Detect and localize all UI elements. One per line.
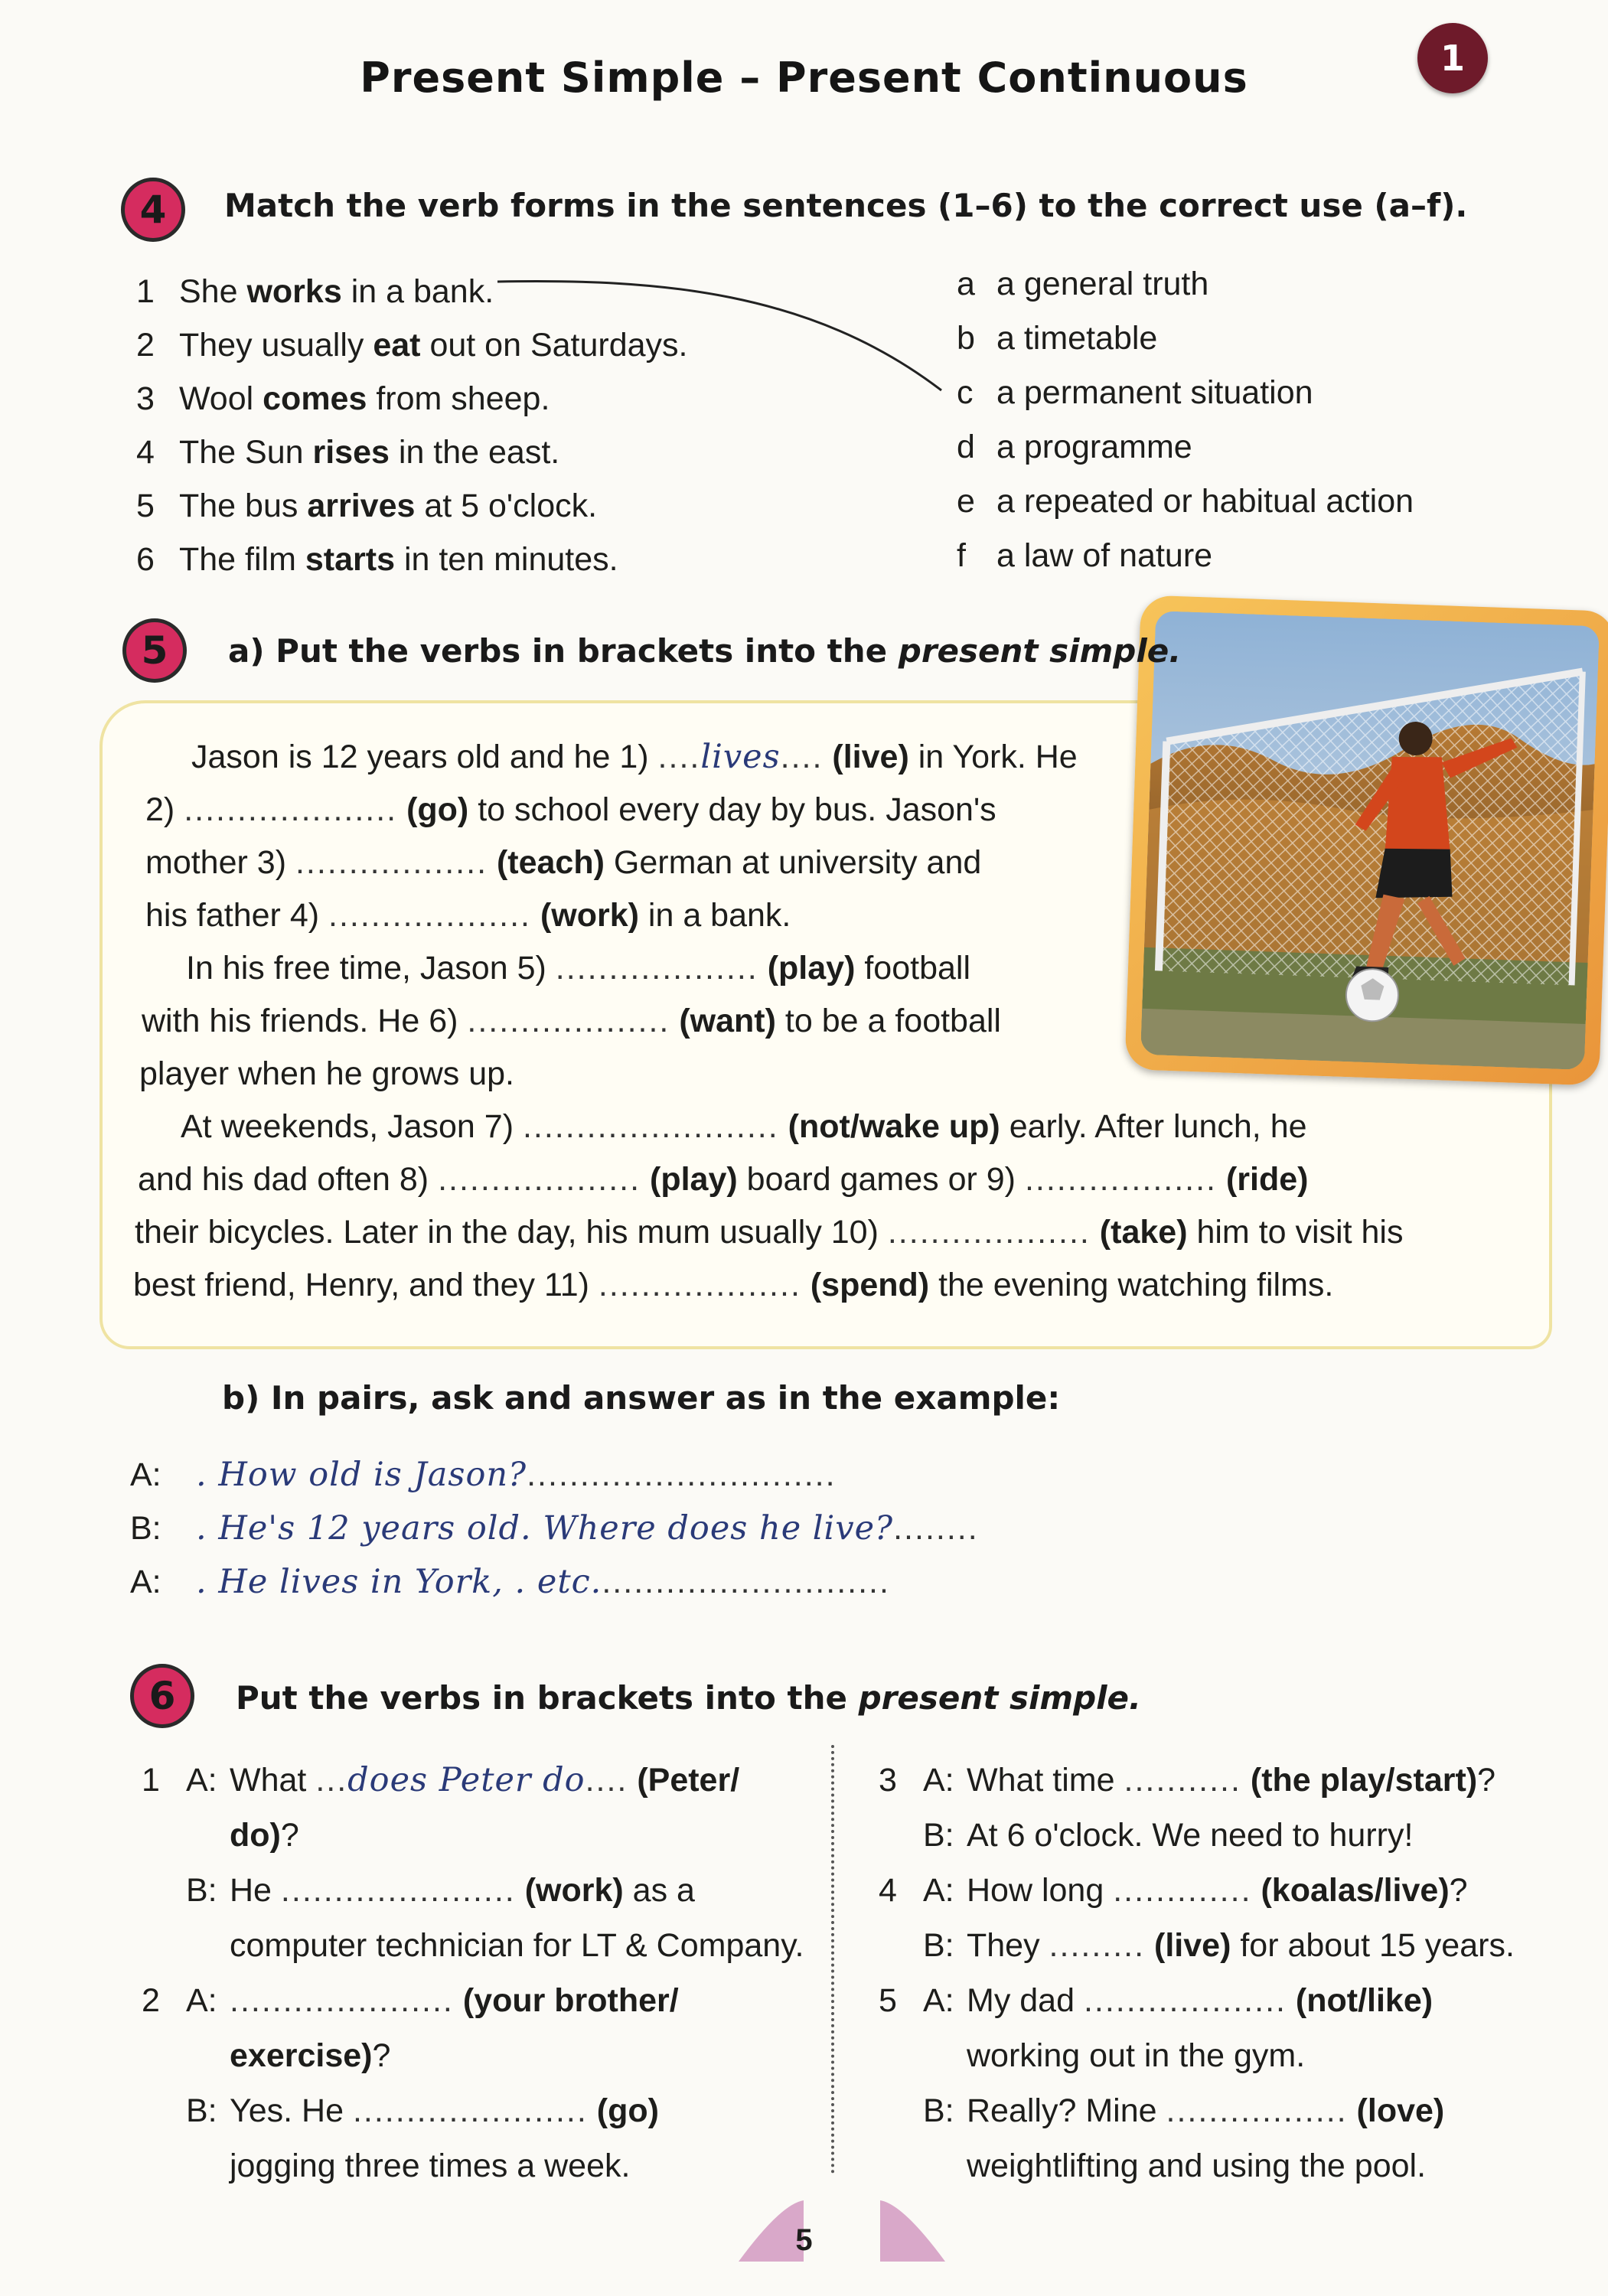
answer-blank: ................... — [1083, 1982, 1287, 2019]
verb-prompt: do) — [230, 1817, 281, 1854]
answer-blank: ................... — [328, 897, 531, 934]
item-number: 3 — [879, 1762, 897, 1799]
sentence-text: in ten minutes. — [395, 541, 618, 578]
exercise-4-heading: Match the verb forms in the sentences (1–6) to the correct use (a–f). — [224, 187, 1468, 224]
paragraph-text: in York. He — [908, 739, 1078, 775]
ex4-use-f — [957, 537, 1213, 574]
item-number: 5 — [879, 1982, 897, 2019]
sentence-verb: eat — [373, 327, 421, 364]
speaker-label: B: — [923, 2092, 954, 2129]
ex4-sentence-3 — [136, 380, 550, 417]
speaker-label: A: — [923, 1872, 954, 1909]
sentence-number: 4 — [136, 434, 155, 471]
sentence-text: from sheep. — [367, 380, 550, 417]
page-number: 5 — [795, 2223, 813, 2257]
ex4-use-e — [957, 485, 1414, 518]
example-answer-handwritten: . He lives in York, . etc. — [196, 1563, 602, 1601]
ex6-right-line-8 — [879, 2150, 1426, 2183]
answer-blank: ............. — [1113, 1872, 1252, 1909]
ex5-line-8 — [181, 1110, 1307, 1143]
ex6-right-line-2 — [879, 1819, 1413, 1852]
paragraph-text: best friend, Henry, and they 11) — [133, 1267, 599, 1303]
paragraph-text: German at university and — [604, 844, 982, 881]
ex5-line-4 — [145, 899, 791, 932]
paragraph-text: and his dad often 8) — [138, 1161, 439, 1198]
dialogue-text: At 6 o'clock. We need to hurry! — [967, 1817, 1414, 1854]
example-answer-handwritten: does Peter do — [347, 1761, 585, 1799]
answer-dots: ........................... — [602, 1564, 890, 1600]
exercise-5-badge: 5 — [122, 618, 187, 683]
ex4-use-b — [957, 322, 1157, 355]
speaker-label: A: — [130, 1456, 161, 1493]
sentence-verb: starts — [305, 541, 395, 578]
exercise-6-heading — [236, 1679, 1141, 1717]
exercise-4-badge: 4 — [121, 178, 185, 242]
answer-blank: ................... — [555, 950, 758, 987]
answer-blank: ........................ — [522, 1108, 779, 1145]
exercise-5a-heading — [228, 632, 1181, 670]
exercise-6-heading-text: Put the verbs in brackets into the — [236, 1679, 859, 1717]
ex6-left-line-4 — [142, 1929, 804, 1962]
ex5-line-6 — [142, 1005, 1001, 1038]
speaker-label: B: — [923, 1817, 954, 1854]
dialogue-text: ? — [1449, 1872, 1468, 1909]
answer-blank: ................... — [467, 1003, 670, 1039]
verb-prompt: exercise) — [230, 2037, 373, 2074]
answer-blank: ..................... — [230, 1982, 454, 2019]
ex5b-dialogue-line-3 — [130, 1563, 890, 1601]
verb-prompt: (teach) — [488, 844, 605, 881]
answer-blank: ...................... — [280, 1872, 516, 1909]
verb-prompt: (live) — [1145, 1927, 1231, 1964]
ex5-line-11 — [133, 1269, 1333, 1302]
exercise-5a-heading-text: a) Put the verbs in brackets into the — [228, 632, 899, 670]
ex5-line-2 — [145, 791, 996, 828]
speaker-label: A: — [923, 1762, 954, 1799]
dialogue-text: What — [230, 1762, 316, 1799]
paragraph-text: Jason is 12 years old and he 1) — [191, 739, 658, 775]
sentence-verb: comes — [263, 380, 367, 417]
ex4-use-a — [957, 268, 1208, 301]
example-answer-handwritten: . He's 12 years old. Where does he live? — [196, 1509, 894, 1548]
sentence-number: 3 — [136, 380, 155, 417]
paragraph-text: mother 3) — [145, 844, 295, 881]
item-number: 1 — [142, 1762, 160, 1799]
paragraph-text: In his free time, Jason 5) — [186, 950, 556, 987]
verb-prompt: (your brother/ — [453, 1982, 679, 2019]
answer-blank: ................... — [887, 1214, 1091, 1251]
answer-blank: ......... — [1049, 1927, 1146, 1964]
dialogue-text: working out in the gym. — [967, 2037, 1306, 2074]
verb-prompt: (the play/start) — [1241, 1762, 1478, 1799]
use-text: a law of nature — [996, 537, 1213, 574]
sentence-verb: works — [246, 273, 342, 310]
ex6-left-line-3 — [142, 1874, 695, 1907]
dialogue-text: My dad — [967, 1982, 1084, 2019]
ex6-right-line-6 — [879, 2037, 1306, 2074]
ex5-line-9 — [138, 1163, 1308, 1196]
sentence-text: She — [179, 273, 247, 310]
verb-prompt: (play) — [758, 950, 856, 987]
use-text: a timetable — [996, 320, 1158, 357]
use-letter: d — [957, 429, 975, 465]
answer-dots: .... — [780, 739, 824, 775]
verb-prompt: (go) — [397, 791, 469, 828]
paragraph-text: football — [855, 950, 971, 987]
ex5b-dialogue-line-2 — [130, 1509, 979, 1548]
sentence-verb: rises — [312, 434, 390, 471]
use-letter: e — [957, 483, 975, 520]
dialogue-text: ? — [1477, 1762, 1496, 1799]
dialogue-text: They — [967, 1927, 1049, 1964]
use-letter: a — [957, 266, 975, 302]
speaker-label: A: — [186, 1982, 217, 2019]
ex5b-dialogue-line-1 — [130, 1456, 837, 1494]
ex6-left-line-8 — [142, 2150, 630, 2183]
page-title: Present Simple – Present Continuous — [360, 54, 1248, 102]
sentence-text: Wool — [179, 380, 263, 417]
verb-prompt: (play) — [641, 1161, 738, 1198]
dialogue-text: What time — [967, 1762, 1124, 1799]
column-divider — [831, 1745, 834, 2174]
use-text: a general truth — [996, 266, 1209, 302]
answer-blank: .................. — [1024, 1161, 1217, 1198]
item-number: 4 — [879, 1872, 897, 1909]
ex4-sentence-4 — [136, 436, 559, 469]
dialogue-text: How long — [967, 1872, 1114, 1909]
answer-dots: .... — [657, 739, 701, 775]
sentence-number: 6 — [136, 541, 155, 578]
ex6-right-line-3 — [879, 1874, 1468, 1907]
verb-prompt: (Peter/ — [628, 1762, 740, 1799]
verb-prompt: (love) — [1347, 2092, 1445, 2129]
sentence-text: in a bank. — [341, 273, 494, 310]
verb-prompt: (go) — [587, 2092, 659, 2129]
ex6-right-line-1 — [879, 1764, 1495, 1797]
answer-blank: ................... — [438, 1161, 641, 1198]
paragraph-text: At weekends, Jason 7) — [181, 1108, 523, 1145]
verb-prompt: (not/like) — [1286, 1982, 1434, 2019]
sentence-text: in the east. — [389, 434, 560, 471]
sentence-number: 1 — [136, 273, 155, 310]
dialogue-text: computer technician for LT & Company. — [230, 1927, 804, 1964]
ex6-left-line-5 — [142, 1982, 679, 2019]
verb-prompt: (work) — [531, 897, 639, 934]
use-letter: c — [957, 374, 974, 411]
exercise-5b-heading: b) In pairs, ask and answer as in the example: — [222, 1379, 1061, 1417]
dialogue-text: jogging three times a week. — [230, 2148, 631, 2184]
answer-dots: .... — [585, 1762, 628, 1799]
ex5-line-10 — [135, 1216, 1403, 1249]
dialogue-text: Really? Mine — [967, 2092, 1166, 2129]
dialogue-text: ? — [280, 1817, 299, 1854]
ex4-sentence-5 — [136, 490, 597, 523]
dialogue-text: as a — [623, 1872, 695, 1909]
paragraph-text: in a bank. — [638, 897, 791, 934]
sentence-text: The bus — [179, 488, 308, 524]
exercise-6-heading-italic: present simple. — [858, 1679, 1142, 1717]
ex6-right-line-7 — [879, 2092, 1445, 2129]
verb-prompt: (spend) — [801, 1267, 930, 1303]
photo-frame — [1124, 595, 1608, 1085]
ex4-use-d — [957, 431, 1192, 464]
answer-blank: ........... — [1124, 1762, 1241, 1799]
example-match-line — [490, 268, 949, 398]
answer-blank: .................... — [184, 791, 398, 828]
paragraph-text: player when he grows up. — [139, 1055, 515, 1092]
ex6-left-line-2 — [142, 1819, 299, 1852]
paragraph-text: his father 4) — [145, 897, 328, 934]
answer-dots: ... — [315, 1762, 348, 1799]
verb-prompt: (want) — [670, 1003, 776, 1039]
speaker-label: B: — [923, 1927, 954, 1964]
verb-prompt: (not/wake up) — [778, 1108, 1000, 1145]
paragraph-text: early. After lunch, he — [1000, 1108, 1307, 1145]
ex4-use-c — [957, 374, 1313, 411]
paragraph-text: 2) — [145, 791, 184, 828]
paragraph-text: with his friends. He 6) — [142, 1003, 468, 1039]
use-letter: b — [957, 320, 975, 357]
ex6-right-line-5 — [879, 1982, 1434, 2019]
sentence-text: The film — [179, 541, 305, 578]
ex6-right-line-4 — [879, 1929, 1515, 1962]
sentence-text: They usually — [179, 327, 373, 364]
ex4-sentence-1 — [136, 273, 494, 310]
paragraph-text: board games or 9) — [737, 1161, 1025, 1198]
paragraph-text: him to visit his — [1187, 1214, 1404, 1251]
answer-dots: ........ — [893, 1510, 979, 1547]
ex5-line-7 — [139, 1055, 515, 1092]
sentence-text: out on Saturdays. — [420, 327, 688, 364]
speaker-label: B: — [186, 1872, 217, 1909]
sentence-number: 2 — [136, 327, 155, 364]
unit-number-badge: 1 — [1417, 23, 1488, 93]
speaker-label: A: — [923, 1982, 954, 2019]
paragraph-text: to be a football — [775, 1003, 1001, 1039]
ex5-line-3 — [145, 846, 981, 879]
ex6-left-line-6 — [142, 2037, 391, 2074]
example-answer-handwritten: lives — [700, 738, 781, 776]
verb-prompt: (live) — [823, 739, 909, 775]
ex5-line-1 — [191, 738, 1078, 776]
answer-dots: ............................. — [527, 1456, 837, 1493]
dialogue-text: Yes. He — [230, 2092, 353, 2129]
use-text: a repeated or habitual action — [996, 483, 1414, 520]
paragraph-text: the evening watching films. — [929, 1267, 1334, 1303]
example-answer-handwritten: . How old is Jason? — [196, 1456, 527, 1494]
dialogue-text: ? — [372, 2037, 391, 2074]
ex6-left-line-7 — [142, 2092, 659, 2129]
use-letter: f — [957, 537, 966, 574]
speaker-label: A: — [130, 1564, 161, 1600]
answer-blank: .................. — [295, 844, 488, 881]
answer-blank: ................. — [1166, 2092, 1348, 2129]
verb-prompt: (work) — [515, 1872, 624, 1909]
sentence-number: 5 — [136, 488, 155, 524]
ex6-left-line-1 — [142, 1761, 740, 1799]
exercise-5a-heading-italic: present simple. — [898, 632, 1182, 670]
item-number: 2 — [142, 1982, 160, 2019]
exercise-6-badge: 6 — [130, 1664, 194, 1728]
verb-prompt: (take) — [1090, 1214, 1188, 1251]
use-text: a programme — [996, 429, 1192, 465]
paragraph-text: their bicycles. Later in the day, his mum usually 10) — [135, 1214, 888, 1251]
dialogue-text: for about 15 years. — [1231, 1927, 1515, 1964]
speaker-label: A: — [186, 1762, 217, 1799]
ex4-sentence-6 — [136, 543, 618, 576]
ex5-line-5 — [186, 952, 970, 985]
answer-blank: ................... — [598, 1267, 801, 1303]
answer-blank: ...................... — [352, 2092, 588, 2129]
boy-kicking-football-photo — [1140, 611, 1600, 1070]
sentence-text: at 5 o'clock. — [415, 488, 598, 524]
paragraph-text: to school every day by bus. Jason's — [468, 791, 996, 828]
speaker-label: B: — [186, 2092, 217, 2129]
dialogue-text: He — [230, 1872, 281, 1909]
sentence-text: The Sun — [179, 434, 313, 471]
verb-prompt: (koalas/live) — [1251, 1872, 1450, 1909]
sentence-verb: arrives — [307, 488, 416, 524]
speaker-label: B: — [130, 1510, 161, 1547]
dialogue-text: weightlifting and using the pool. — [967, 2148, 1427, 2184]
use-text: a permanent situation — [996, 374, 1313, 411]
verb-prompt: (ride) — [1217, 1161, 1309, 1198]
